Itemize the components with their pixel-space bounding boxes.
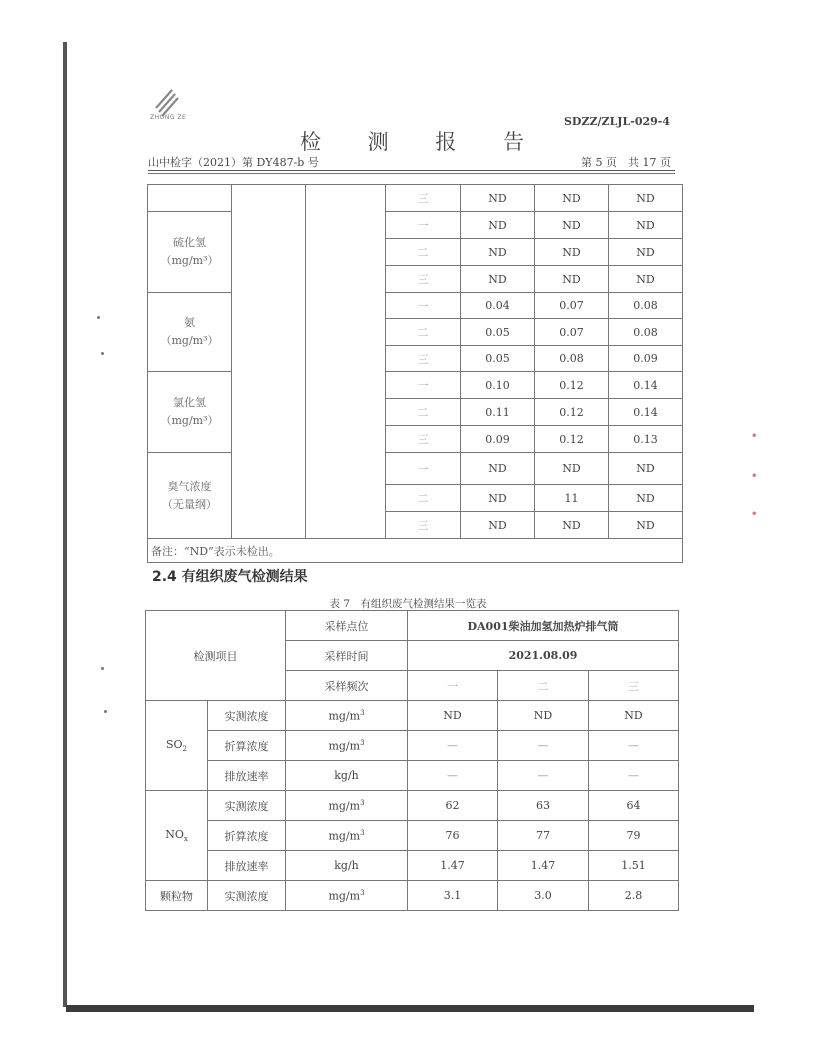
value-cell: 0.11 bbox=[461, 399, 535, 426]
freq-cell: 一 bbox=[386, 372, 461, 399]
table-note: 备注：“ND”表示未检出。 bbox=[148, 539, 683, 563]
value-cell: ND bbox=[461, 453, 535, 485]
pollutant-name: 氨 （mg/m³） bbox=[148, 293, 232, 372]
freq-cell: 一 bbox=[386, 293, 461, 319]
point-label: 采样点位 bbox=[286, 611, 408, 641]
unit-cell bbox=[286, 851, 408, 881]
freq-cell: 三 bbox=[386, 266, 461, 293]
continuation-table bbox=[147, 184, 683, 563]
freq-cell: 一 bbox=[408, 671, 498, 701]
unit-text: mg/m bbox=[328, 739, 361, 753]
scan-speck bbox=[97, 316, 100, 319]
point-value: DA001柴油加氢加热炉排气筒 bbox=[408, 611, 679, 641]
unit-superscript: 3 bbox=[360, 708, 365, 717]
value-cell: 0.09 bbox=[461, 426, 535, 453]
value-cell: — bbox=[408, 731, 498, 761]
value-cell: ND bbox=[609, 185, 683, 212]
unit-text: mg/m bbox=[328, 709, 361, 723]
value-cell: ND bbox=[408, 701, 498, 731]
freq-cell: 二 bbox=[386, 399, 461, 426]
value-cell: ND bbox=[535, 453, 609, 485]
freq-cell: 一 bbox=[386, 212, 461, 239]
value-cell: 0.08 bbox=[535, 346, 609, 372]
param-name: 实测浓度 bbox=[208, 701, 286, 731]
unit-cell bbox=[286, 881, 408, 911]
header-rule bbox=[148, 173, 675, 174]
value-cell: ND bbox=[609, 512, 683, 539]
value-cell: 0.07 bbox=[535, 293, 609, 319]
value-cell: 79 bbox=[589, 821, 679, 851]
value-cell: ND bbox=[461, 239, 535, 266]
unit-cell bbox=[286, 761, 408, 791]
merged-blank-cell bbox=[232, 185, 306, 539]
unit-superscript: 3 bbox=[360, 798, 365, 807]
param-name: 实测浓度 bbox=[208, 881, 286, 911]
value-cell: ND bbox=[609, 212, 683, 239]
freq-cell: 一 bbox=[386, 453, 461, 485]
unit-superscript: 3 bbox=[360, 828, 365, 837]
freq-cell: 二 bbox=[386, 239, 461, 266]
value-cell: 0.04 bbox=[461, 293, 535, 319]
value-cell: ND bbox=[461, 185, 535, 212]
value-cell: 0.10 bbox=[461, 372, 535, 399]
freq-cell: 二 bbox=[386, 319, 461, 346]
unit-text: mg/m bbox=[328, 799, 361, 813]
value-cell: 0.09 bbox=[609, 346, 683, 372]
section-title: 2.4 有组织废气检测结果 bbox=[152, 569, 308, 585]
pollutant-name bbox=[148, 185, 232, 212]
value-cell: — bbox=[408, 761, 498, 791]
value-cell: — bbox=[589, 731, 679, 761]
freq-cell: 三 bbox=[386, 426, 461, 453]
scan-border-left bbox=[63, 42, 67, 1007]
value-cell: 64 bbox=[589, 791, 679, 821]
table-row bbox=[148, 372, 683, 399]
value-cell: 3.0 bbox=[498, 881, 589, 911]
red-ink-mark: ∙ bbox=[750, 428, 758, 442]
value-cell: ND bbox=[609, 453, 683, 485]
value-cell: 1.47 bbox=[498, 851, 589, 881]
red-ink-mark: ∙ bbox=[750, 506, 758, 520]
value-cell: — bbox=[498, 731, 589, 761]
scan-speck bbox=[104, 710, 107, 713]
unit-text: mg/m bbox=[328, 889, 361, 903]
scan-border-bottom bbox=[66, 1005, 754, 1012]
value-cell: 1.47 bbox=[408, 851, 498, 881]
value-cell: 0.12 bbox=[535, 426, 609, 453]
value-cell: ND bbox=[535, 239, 609, 266]
time-value: 2021.08.09 bbox=[408, 641, 679, 671]
value-cell: 0.14 bbox=[609, 399, 683, 426]
value-cell: ND bbox=[609, 266, 683, 293]
time-label: 采样时间 bbox=[286, 641, 408, 671]
freq-cell: 三 bbox=[386, 185, 461, 212]
value-cell: 0.12 bbox=[535, 372, 609, 399]
freq-label: 采样频次 bbox=[286, 671, 408, 701]
value-cell: ND bbox=[609, 485, 683, 512]
unit-superscript: 3 bbox=[360, 738, 365, 747]
logo-text: ZHONG ZE bbox=[150, 114, 187, 121]
value-cell: ND bbox=[461, 485, 535, 512]
value-cell: 3.1 bbox=[408, 881, 498, 911]
value-cell: ND bbox=[609, 239, 683, 266]
value-cell: ND bbox=[461, 266, 535, 293]
value-cell: ND bbox=[535, 212, 609, 239]
param-name: 排放速率 bbox=[208, 761, 286, 791]
param-name: 实测浓度 bbox=[208, 791, 286, 821]
pollutant-name bbox=[146, 701, 208, 791]
value-cell: 0.07 bbox=[535, 319, 609, 346]
pollutant-name: 臭气浓度 （无量纲） bbox=[148, 453, 232, 539]
item-header: 检测项目 bbox=[146, 611, 286, 701]
unit-text: kg/h bbox=[334, 859, 359, 872]
pollutant-name: 氯化氢 （mg/m³） bbox=[148, 372, 232, 453]
value-cell: — bbox=[498, 761, 589, 791]
table-row bbox=[148, 453, 683, 485]
table-row bbox=[146, 731, 679, 761]
param-name: 折算浓度 bbox=[208, 731, 286, 761]
value-cell: ND bbox=[535, 185, 609, 212]
pollutant-label: SO bbox=[165, 737, 183, 751]
unit-cell bbox=[286, 821, 408, 851]
pollutant-name bbox=[146, 881, 208, 911]
table-row bbox=[146, 881, 679, 911]
value-cell: 11 bbox=[535, 485, 609, 512]
unit-superscript: 3 bbox=[360, 888, 365, 897]
table-row bbox=[146, 701, 679, 731]
freq-cell: 三 bbox=[589, 671, 679, 701]
value-cell: ND bbox=[498, 701, 589, 731]
page-info: 第 5 页 共 17 页 bbox=[581, 156, 671, 169]
value-cell: ND bbox=[461, 512, 535, 539]
value-cell: ND bbox=[461, 212, 535, 239]
value-cell: ND bbox=[535, 512, 609, 539]
value-cell: 77 bbox=[498, 821, 589, 851]
value-cell: 0.12 bbox=[535, 399, 609, 426]
scan-speck bbox=[101, 352, 104, 355]
param-name: 排放速率 bbox=[208, 851, 286, 881]
unit-text: kg/h bbox=[334, 769, 359, 782]
pollutant-label: NO bbox=[165, 827, 184, 841]
value-cell: 76 bbox=[408, 821, 498, 851]
table-row bbox=[148, 293, 683, 319]
unit-cell bbox=[286, 791, 408, 821]
freq-cell: 三 bbox=[386, 512, 461, 539]
table-row bbox=[146, 851, 679, 881]
unit-cell bbox=[286, 731, 408, 761]
value-cell: 0.13 bbox=[609, 426, 683, 453]
table-row bbox=[146, 791, 679, 821]
freq-cell: 二 bbox=[386, 485, 461, 512]
freq-cell: 三 bbox=[386, 346, 461, 372]
table-row bbox=[146, 821, 679, 851]
table-row bbox=[148, 212, 683, 239]
scan-speck bbox=[101, 667, 104, 670]
value-cell: 0.05 bbox=[461, 319, 535, 346]
value-cell: 63 bbox=[498, 791, 589, 821]
value-cell: ND bbox=[589, 701, 679, 731]
organized-emission-table bbox=[145, 610, 679, 911]
table-row bbox=[146, 761, 679, 791]
report-number: 山中检字（2021）第 DY487-b 号 bbox=[148, 156, 319, 169]
pollutant-label: 颗粒物 bbox=[160, 889, 193, 903]
table-caption: 表 7 有组织废气检测结果一览表 bbox=[329, 598, 487, 610]
freq-cell: 二 bbox=[498, 671, 589, 701]
table-row bbox=[148, 185, 683, 212]
header-rule bbox=[148, 170, 675, 171]
merged-blank-cell bbox=[306, 185, 386, 539]
unit-cell bbox=[286, 701, 408, 731]
pollutant-subscript: x bbox=[183, 835, 188, 844]
value-cell: 0.05 bbox=[461, 346, 535, 372]
pollutant-name bbox=[146, 791, 208, 881]
value-cell: 62 bbox=[408, 791, 498, 821]
value-cell: 2.8 bbox=[589, 881, 679, 911]
report-title: 检 测 报 告 bbox=[299, 130, 545, 154]
red-ink-mark: ∙ bbox=[750, 468, 758, 482]
value-cell: — bbox=[589, 761, 679, 791]
value-cell: 0.08 bbox=[609, 319, 683, 346]
unit-text: mg/m bbox=[328, 829, 361, 843]
pollutant-subscript: 2 bbox=[182, 745, 188, 754]
value-cell: 0.08 bbox=[609, 293, 683, 319]
value-cell: 1.51 bbox=[589, 851, 679, 881]
document-code: SDZZ/ZLJL-029-4 bbox=[563, 115, 670, 128]
pollutant-name: 硫化氢 （mg/m³） bbox=[148, 212, 232, 293]
value-cell: 0.14 bbox=[609, 372, 683, 399]
value-cell: ND bbox=[535, 266, 609, 293]
param-name: 折算浓度 bbox=[208, 821, 286, 851]
